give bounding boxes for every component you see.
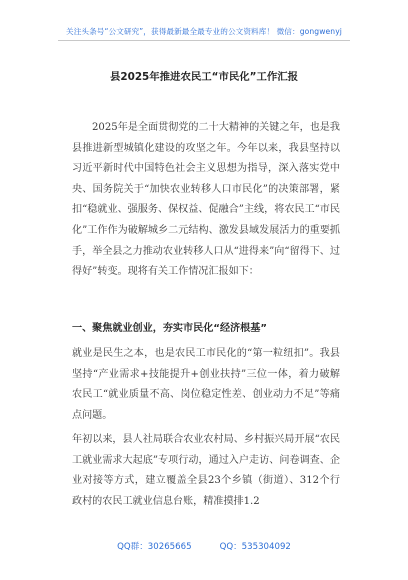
section-heading-1: 一、聚焦就业创业，夯实市民化“经济根基”: [72, 323, 267, 334]
paragraph-employment: 就业是民生之本，也是农民工市民化的“第一粒纽扣”。我县坚持“产业需求+技能提升+创业扶持”三位一体，着力破解农民工“就业质量不高、岗位稳定性差、创业动力不足”等痛点问题。: [72, 348, 340, 421]
footer-qq-group: QQ群：30265665: [117, 542, 192, 552]
header-banner: 关注头条号“公文研究”，获得最新最全最专业的公文资料库！ 微信：gongwenyj: [66, 27, 342, 36]
footer-contact: [0, 540, 408, 552]
paragraph-intro: 2025年是全面贯彻党的二十大精神的关键之年，也是我县推进新型城镇化建设的攻坚之年。今年以来，我县坚持以习近平新时代中国特色社会主义思想为指导，深入落实党中央、国务院关于“加快农业转移人口市民化”的决策部署，紧扣“稳就业、强服务、保权益、促融合”主线，将农民工“市民化”工作作为破解城乡二元结构、激发县域发展活力的重要抓手，举全县之力推动农业转移人口从“进得来”向“留得下、过得好”转变。现将有关工作情况汇报如下：: [72, 122, 340, 278]
header-divider: [58, 40, 350, 41]
paragraph-survey: 年初以来，县人社局联合农业农村局、乡村振兴局开展“农民工就业需求大起底”专项行动，通过入户走访、问卷调查、企业对接等方式，建立覆盖全县23个乡镇（街道）、312个行政村的农民工就业信息台账，精准摸排1.2: [72, 434, 340, 507]
footer-qq-number: QQ：535304092: [219, 542, 291, 552]
document-title: 县2025年推进农民工“市民化”工作汇报: [109, 71, 299, 83]
